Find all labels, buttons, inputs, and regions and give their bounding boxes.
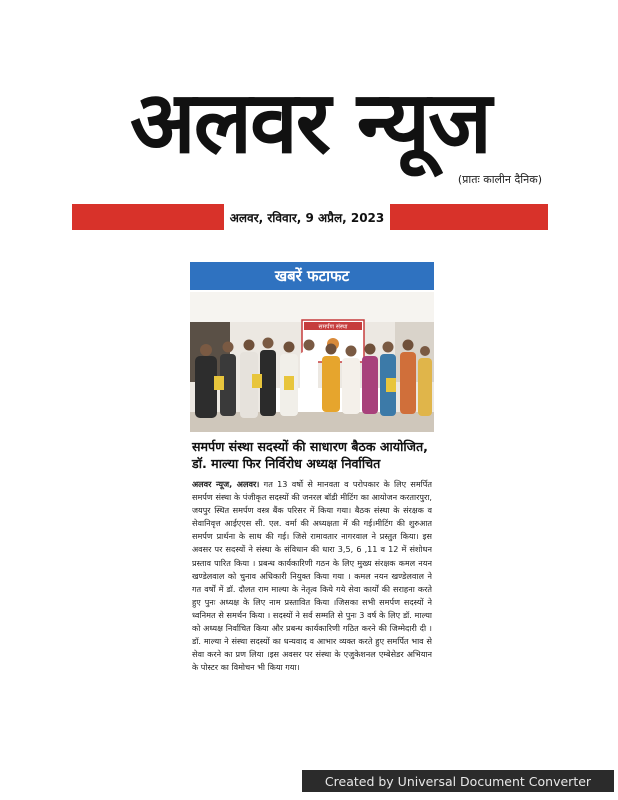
headline-line-2: डॉ. माल्या फिर निर्विरोध अध्यक्ष निर्वाचित bbox=[192, 456, 381, 471]
date-bar bbox=[72, 204, 548, 230]
newspaper-title: अलवर न्यूज bbox=[129, 73, 490, 173]
masthead bbox=[72, 64, 548, 240]
article-body-text: गत 13 वर्षो से मानवता व परोपकार के लिए समर्पित समर्पण संस्था के पंजीकृत सदस्यों की जनरल बॉडी मीटिंग का आयोजन करतारपुरा, जयपुर स्थित समर्पण वस्त्र बैंक परिसर में किया गया। बैठक संस्था के संरक्षक व सेवानिवृत्त आईएएस सी. एल. वर्मा की अध्यक्षता में की गई।मीटिंग की शुरुआत समर्पण प्रार्थना के साथ की गई। जिसे रामावतार नागरवाल ने प्रस्तुत किया। इस अवसर पर सदस्यों ने संस्था के संविधान की धारा 3,5, 6 ,11 व 12 में संशोधन प्रस्ताव पारित किया । प्रबन्ध कार्यकारिणी गठन के लिए मुख्य संरक्षक कमल नयन खण्डेलवाल को चुनाव अधिकारी नियुक्त किया गया । कमल नयन खण्डेलवाल ने गत वर्षों में डॉ. दौलत राम माल्या के नेतृत्व किये गये सेवा कार्यों की सराहना करते हुए पुनः अध्यक्ष के लिए नाम प्रस्तावित किया ।जिसका सभी समर्पण सदस्यों ने ध्वनिमत से समर्थन किया । सदस्यों ने सर्व सम्मति से पुनः 3 वर्ष के लिए डॉ. माल्या को अध्यक्ष निर्वाचित किया और प्रबन्ध कार्यकारिणी गठित करने की जिम्मेदारी दी । डॉ. माल्या ने संस्था सदस्यों का धन्यवाद व आभार व्यक्त करते हुए समर्पित भाव से सेवा करने का प्रण लिया ।इस अवसर पर संस्था के एजुकेशनल एम्बेसेडर अभियान के पोस्टर का विमोचन भी किया गया। bbox=[192, 479, 432, 673]
article-body bbox=[192, 478, 432, 708]
section-heading: खबरें फटाफट bbox=[190, 262, 434, 290]
group-photo bbox=[190, 292, 434, 432]
photo-banner-text: समर्पण संस्था bbox=[318, 323, 348, 331]
article-headline bbox=[192, 438, 432, 472]
converter-watermark: Created by Universal Document Converter bbox=[302, 770, 614, 792]
headline-line-1: समर्पण संस्था सदस्यों की साधारण बैठक आयोजित, bbox=[192, 439, 428, 454]
article-dateline: अलवर न्यूज, अलवर। bbox=[192, 479, 260, 489]
news-article bbox=[190, 262, 434, 710]
issue-date: अलवर, रविवार, 9 अप्रैल, 2023 bbox=[224, 204, 390, 230]
newspaper-subtitle: (प्रातः कालीन दैनिक) bbox=[457, 173, 542, 186]
